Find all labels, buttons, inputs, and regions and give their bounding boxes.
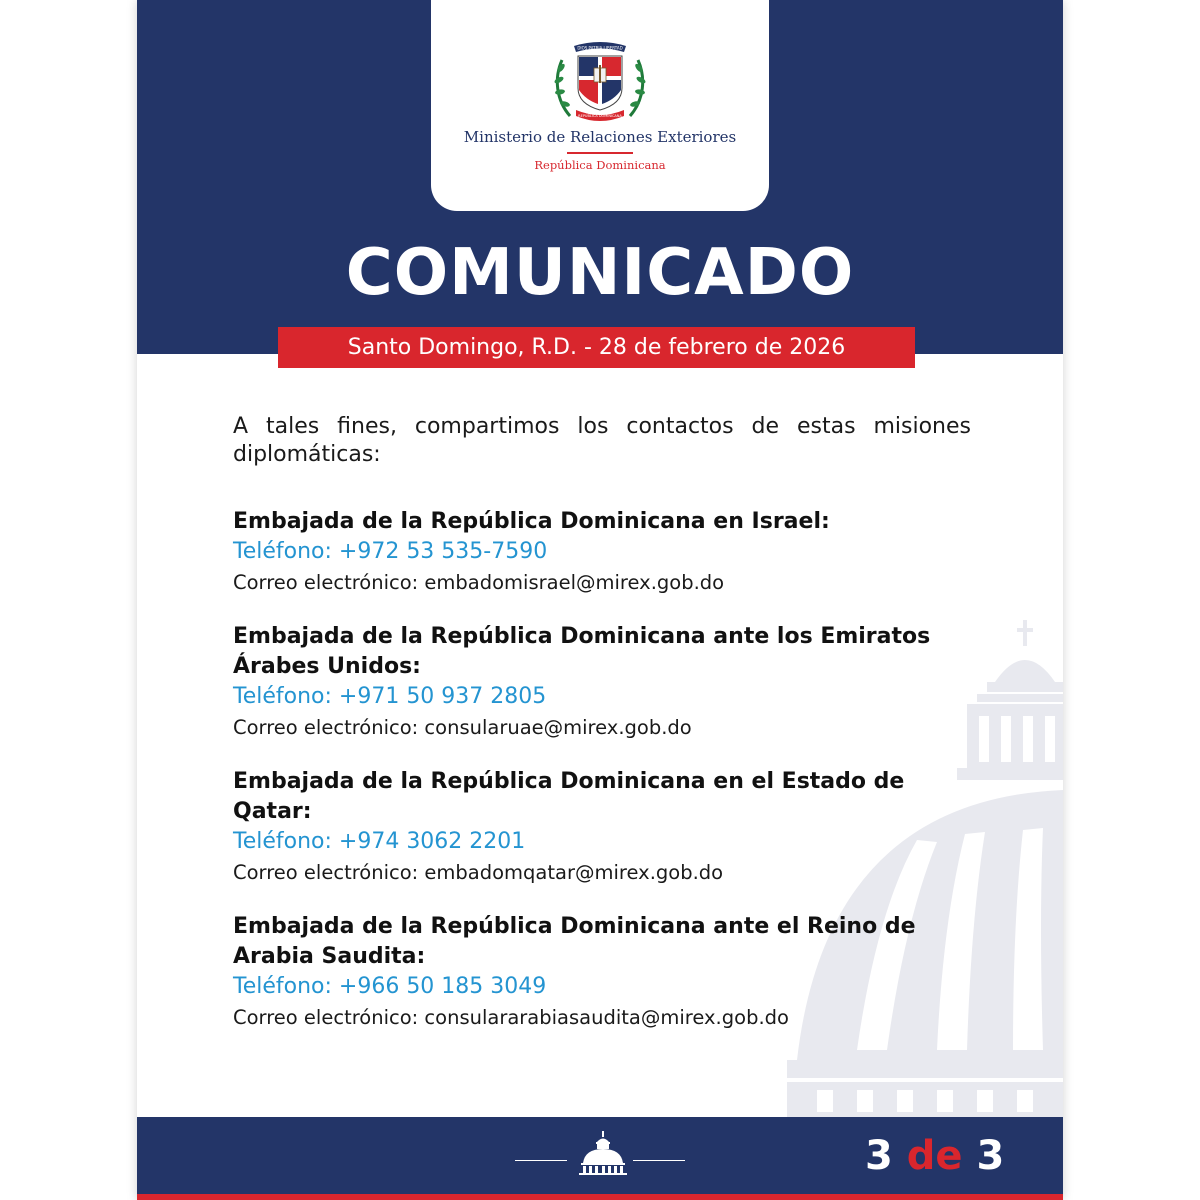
date-line: Santo Domingo, R.D. - 28 de febrero de 2026 [347,335,846,360]
ministry-divider [567,152,633,154]
contact-entry-uae [233,622,971,743]
ministry-country: República Dominicana [534,158,666,172]
footer-divider-right [633,1160,685,1161]
page-counter [865,1133,1004,1179]
ministry-logo [431,0,769,211]
contact-entry-israel [233,507,971,598]
seal-motto: DIOS PATRIA LIBERTAD [577,45,623,51]
page-title: COMUNICADO [345,236,855,310]
intro-paragraph: A tales fines, compartimos los contactos de estas misiones diplomáticas: [233,414,971,467]
contact-title: Embajada de la República Dominicana ante los Emiratos Árabes Unidos: [233,624,931,679]
footer-divider-left [515,1160,567,1161]
capitol-dome-icon [577,1131,629,1175]
contact-title: Embajada de la República Dominicana en el Estado de Qatar: [233,769,905,824]
page-of: de [906,1133,963,1179]
contact-phone[interactable]: Teléfono: +966 50 185 3049 [233,974,547,999]
page-current: 3 [865,1133,893,1179]
date-banner [278,327,915,368]
contact-title: Embajada de la República Dominicana ante el Reino de Arabia Saudita: [233,914,916,969]
contact-entry-saudi-arabia [233,912,971,1033]
communique-card [137,0,1063,1200]
communique-body [233,413,971,1057]
contact-title: Embajada de la República Dominicana en Israel: [233,509,830,534]
contact-email[interactable]: Correo electrónico: consulararabiasaudita@mirex.gob.do [233,1006,789,1029]
ministry-name: Ministerio de Relaciones Exteriores [463,128,737,146]
page-total: 3 [976,1133,1005,1179]
contact-email[interactable]: Correo electrónico: consularuae@mirex.gob.do [233,716,692,739]
footer-red-stripe [137,1194,1063,1200]
coat-of-arms-icon [548,38,652,122]
contact-phone[interactable]: Teléfono: +972 53 535-7590 [233,539,548,564]
contact-email[interactable]: Correo electrónico: embadomisrael@mirex.gob.do [233,571,725,594]
contact-email[interactable]: Correo electrónico: embadomqatar@mirex.gob.do [233,861,724,884]
contact-phone[interactable]: Teléfono: +974 3062 2201 [233,829,526,854]
seal-ribbon-text: REPÚBLICA DOMINICANA [578,114,622,118]
contact-entry-qatar [233,767,971,888]
contact-phone[interactable]: Teléfono: +971 50 937 2805 [233,684,547,709]
